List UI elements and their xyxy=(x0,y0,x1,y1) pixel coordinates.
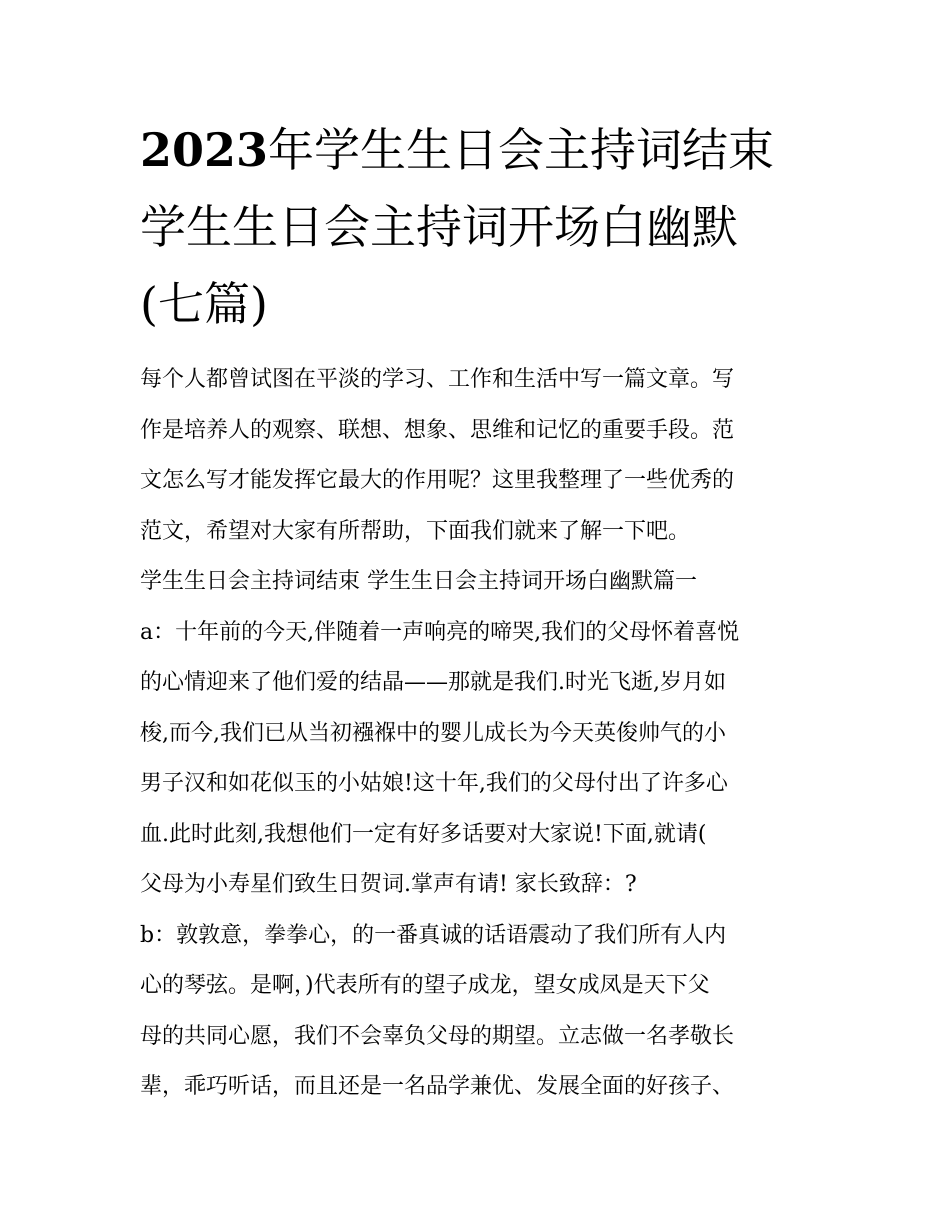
text-line: 父母为小寿星们致生日贺词.掌声有请! 家长致辞：? xyxy=(140,872,637,897)
text-line: 梭,而今,我们已从当初襁褓中的婴儿成长为今天英俊帅气的小 xyxy=(140,720,726,746)
text-line: 范文，希望对大家有所帮助，下面我们就来了解一下吧。 xyxy=(140,518,691,544)
title-line-3: (七篇) xyxy=(140,277,268,331)
title-line-1 xyxy=(140,112,820,189)
text-line: 每个人都曾试图在平淡的学习、工作和生活中写一篇文章。写 xyxy=(140,367,735,392)
text-line: 文怎么写才能发挥它最大的作用呢？这里我整理了一些优秀的 xyxy=(140,468,735,493)
document-title xyxy=(140,112,820,343)
text-line: 作是培养人的观察、联想、想象、思维和记忆的重要手段。范 xyxy=(140,417,735,443)
section-heading: 学生生日会主持词结束 学生生日会主持词开场白幽默篇一 xyxy=(140,569,697,594)
text-line: 血.此时此刻,我想他们一定有好多话要对大家说!下面,就请( xyxy=(140,821,707,847)
text-line: 的心情迎来了他们爱的结晶——那就是我们.时光飞逝,岁月如 xyxy=(140,670,726,695)
text-line: 辈，乖巧听话，而且还是一名品学兼优、发展全面的好孩子、 xyxy=(140,1074,735,1099)
title-line-1-text: 年学生生日会主持词结束 xyxy=(268,123,775,177)
document-body xyxy=(140,355,820,1113)
title-year: 2023 xyxy=(140,123,269,177)
text-line: 心的琴弦。是啊，)代表所有的望子成龙，望女成凤是天下父 xyxy=(140,973,710,998)
text-line: a：十年前的今天,伴随着一声响亮的啼哭,我们的父母怀着喜悦 xyxy=(140,619,740,645)
text-line: 母的共同心愿，我们不会辜负父母的期望。立志做一名孝敬长 xyxy=(140,1023,735,1049)
title-line-2: 学生生日会主持词开场白幽默 xyxy=(140,200,738,254)
text-line: b：敦敦意，拳拳心，的一番真诚的话语震动了我们所有人内 xyxy=(140,922,727,948)
text-line: 男子汉和如花似玉的小姑娘!这十年,我们的父母付出了许多心 xyxy=(140,771,728,796)
